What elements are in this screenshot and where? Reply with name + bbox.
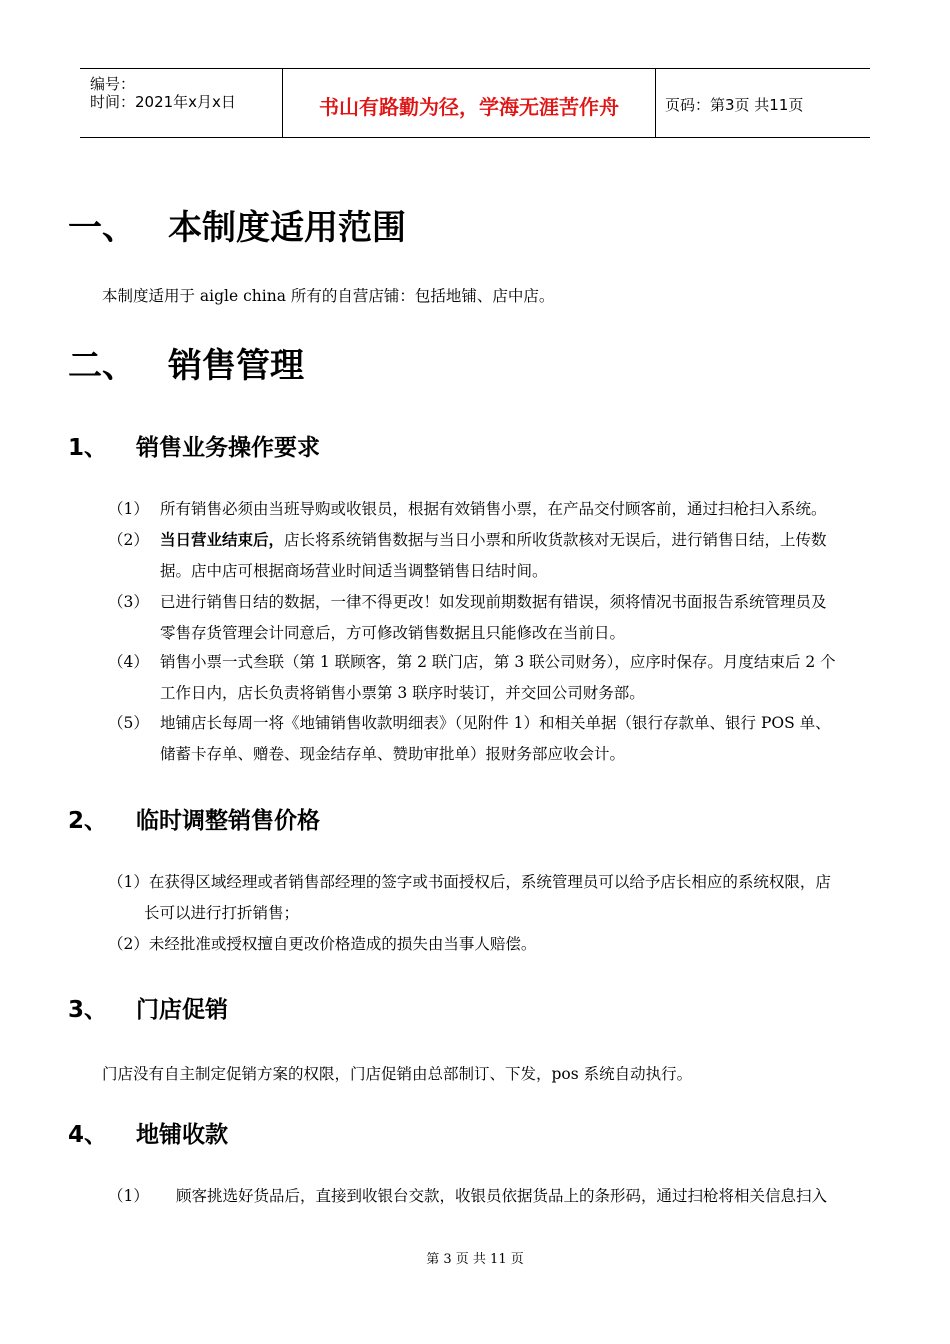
section-heading-1 [68,200,406,249]
list-item [108,525,883,587]
subsection-heading-4 [68,1116,228,1149]
section-number: 一、 [68,208,136,248]
subsection-number: 3、 [68,997,108,1023]
header-motto-cell [282,69,656,137]
subsection-title: 临时调整销售价格 [136,808,320,834]
subsection-3-paragraph: 门店没有自主制定促销方案的权限，门店促销由总部制订、下发，pos 系统自动执行。 [102,1065,693,1083]
document-number-label: 编号： [90,75,136,93]
list-item-text-continued: 据。店中店可根据商场营业时间适当调整销售日结时间。 [160,562,548,580]
page-header [80,68,870,138]
list-item-text: （1）在获得区域经理或者销售部经理的签字或书面授权后，系统管理员可以给予店长相应的系统权限，店 [108,873,831,891]
section-1-paragraph: 本制度适用于 aigle china 所有的自营店铺：包括地铺、店中店。 [102,287,555,305]
list-marker: （2） [108,531,149,549]
list-marker: （4） [108,653,149,671]
page-footer: 第 3 页 共 11 页 [426,1252,524,1267]
subsection-title: 门店促销 [136,997,228,1023]
list-item-text: 地铺店长每周一将《地铺销售收款明细表》（见附件 1）和相关单据（银行存款单、银行 POS 单、 [160,714,831,732]
list-item-text: （2）未经批准或授权擅自更改价格造成的损失由当事人赔偿。 [108,935,537,953]
list-item [108,647,883,709]
list-item-text-continued: 长可以进行打折销售； [144,904,300,922]
list-item [108,587,883,649]
section-heading-2 [68,338,304,387]
list-item [108,867,883,960]
list-marker: （5） [108,714,149,732]
subsection-title: 地铺收款 [136,1122,228,1148]
list-item-text-continued: 储蓄卡存单、赠卷、现金结存单、赞助审批单）报财务部应收会计。 [160,745,626,763]
section-title: 本制度适用范围 [168,208,406,248]
subsection-number: 1、 [68,435,108,461]
header-page-info: 页码：第3页 共11页 [665,96,804,114]
list-marker: （1） [108,1187,149,1205]
bold-lead-text: 当日营业结束后， [160,531,285,549]
list-marker: （3） [108,593,149,611]
list-item [108,1181,883,1212]
list-item-text-continued: 工作日内，店长负责将销售小票第 3 联序时装订，并交回公司财务部。 [160,684,645,702]
header-page-cell [655,69,870,137]
header-info-cell [80,69,282,137]
list-item-text: 已进行销售日结的数据，一律不得更改！如发现前期数据有错误，须将情况书面报告系统管理员及 [160,593,827,611]
list-item-text-continued: 零售存货管理会计同意后，方可修改销售数据且只能修改在当前日。 [160,624,626,642]
subsection-title: 销售业务操作要求 [136,435,320,461]
header-motto: 书山有路勤为径，学海无涯苦作舟 [319,95,619,119]
subsection-number: 4、 [68,1122,108,1148]
document-time-label: 时间：2021年x月x日 [90,93,236,111]
subsection-heading-1 [68,429,320,462]
list-item-text: 所有销售必须由当班导购或收银员，根据有效销售小票，在产品交付顾客前，通过扫枪扫入系统。 [160,500,827,518]
list-item [108,708,883,770]
section-title: 销售管理 [168,346,304,386]
list-item [108,494,883,525]
subsection-heading-3 [68,991,228,1024]
list-item-text: 销售小票一式叁联（第 1 联顾客，第 2 联门店，第 3 联公司财务），应序时保存。月度结束后 2 个 [160,653,836,671]
subsection-number: 2、 [68,808,108,834]
section-number: 二、 [68,346,136,386]
list-marker: （1） [108,500,149,518]
list-item-text: 顾客挑选好货品后，直接到收银台交款，收银员依据货品上的条形码，通过扫枪将相关信息扫入 [176,1187,828,1205]
subsection-heading-2 [68,802,320,835]
list-item-text: 店长将系统销售数据与当日小票和所收货款核对无误后，进行销售日结，上传数 [284,531,827,549]
